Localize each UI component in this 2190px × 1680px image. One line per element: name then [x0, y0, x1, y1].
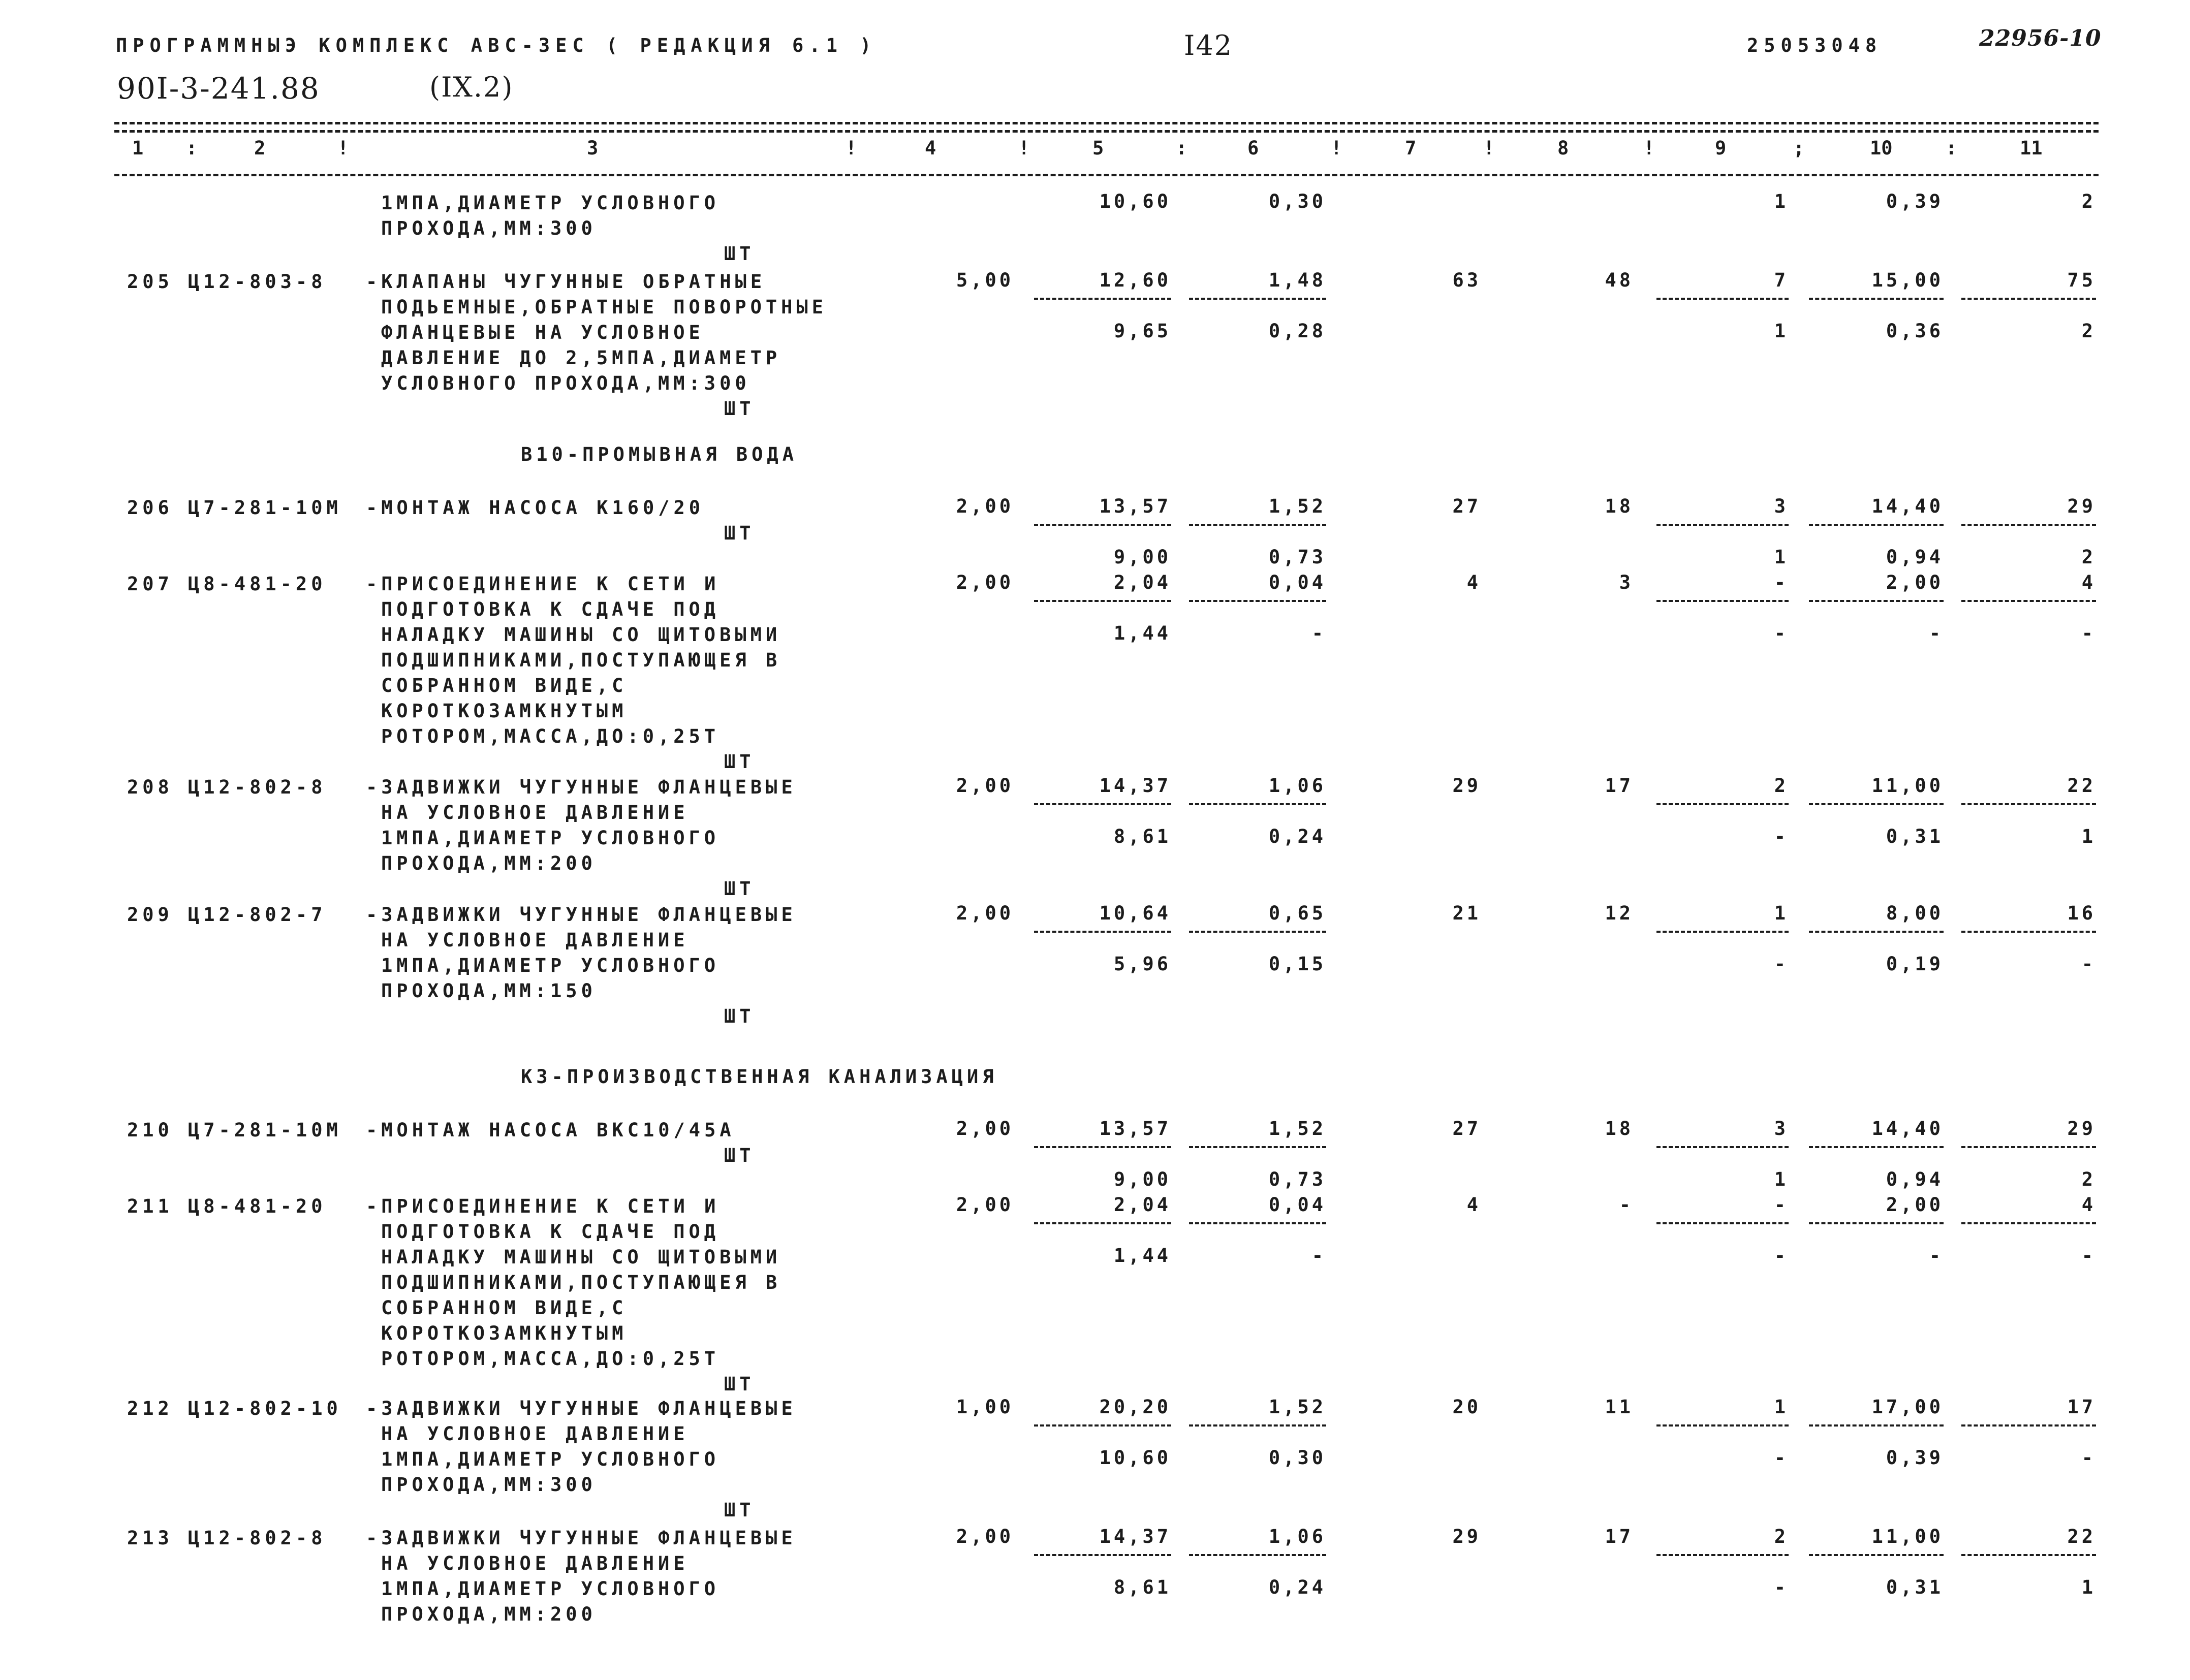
cell-c11: 16	[2067, 902, 2096, 924]
split-rule	[1961, 1554, 2096, 1556]
work-description-line: НА УСЛОВНОЕ ДАВЛЕНИЕ	[381, 1423, 689, 1445]
work-description-line: -МОНТАЖ НАСОСА ВКС10/45А	[366, 1119, 735, 1141]
program-title: ПРОГРАММНЫЭ КОМПЛЕКС АВС-3ЕС ( РЕДАКЦИЯ 6.1 )	[116, 35, 877, 56]
subcell-c6: 0,15	[1268, 953, 1326, 975]
subcell-c9: -	[1774, 1245, 1789, 1266]
subcell-c6: -	[1311, 622, 1326, 644]
item-number: 209	[127, 904, 173, 926]
cell-c6: 1,52	[1268, 1396, 1326, 1418]
cell-c11: 29	[2067, 1118, 2096, 1139]
item-number: 210	[127, 1119, 173, 1141]
cell-c5: 12,60	[1099, 269, 1171, 291]
item-number: 205	[127, 271, 173, 293]
work-description-line: -ПРИСОЕДИНЕНИЕ К СЕТИ И	[366, 1195, 720, 1217]
cell-c11: 4	[2081, 572, 2096, 593]
work-description-line: СОБРАННОМ ВИДЕ,С	[381, 675, 628, 696]
cell-c4: 2,00	[956, 495, 1014, 517]
cell-c8: 17	[1605, 1526, 1634, 1547]
cell-c5: 14,37	[1099, 1526, 1171, 1547]
split-rule	[1189, 1222, 1326, 1224]
section-title: В10-ПРОМЫВНАЯ ВОДА	[521, 443, 798, 465]
subcell-c6: 0,24	[1268, 826, 1326, 847]
subcell-c5: 9,00	[1113, 546, 1171, 568]
subcell-c5: 8,61	[1113, 1576, 1171, 1598]
subcell-c6: 0,73	[1268, 1168, 1326, 1190]
split-rule	[1034, 1554, 1171, 1556]
subcell-c10: 0,31	[1886, 1576, 1944, 1598]
subcell-c11: 1	[2081, 826, 2096, 847]
cell-c4: 5,00	[956, 269, 1014, 291]
split-rule	[1809, 803, 1944, 805]
cell-c10: 11,00	[1871, 1526, 1944, 1547]
item-number: 208	[127, 776, 173, 798]
cell-c5: 2,04	[1113, 572, 1171, 593]
work-description-line: НА УСЛОВНОЕ ДАВЛЕНИЕ	[381, 929, 689, 951]
subcell-c9: 1	[1774, 546, 1789, 568]
subcell-c9: -	[1774, 1576, 1789, 1598]
work-description-line: ПРОХОДА,ММ:150	[381, 980, 597, 1002]
cell-c4: 2,00	[956, 902, 1014, 924]
rate-code: Ц12-802-7	[188, 904, 327, 926]
split-rule	[1961, 298, 2096, 300]
cell-c9: 1	[1774, 1396, 1789, 1418]
work-description-line: НАЛАДКУ МАШИНЫ СО ЩИТОВЫМИ	[381, 1246, 781, 1268]
column-header-10: 10	[1870, 137, 1893, 159]
cell-c8: 18	[1605, 1118, 1634, 1139]
cell-c7: 29	[1452, 1526, 1481, 1547]
cell-c4: 2,00	[956, 1194, 1014, 1216]
work-description-line: СОБРАННОМ ВИДЕ,С	[381, 1297, 628, 1319]
split-rule	[1809, 1424, 1944, 1427]
split-rule	[1034, 600, 1171, 602]
cell-c9: 1	[1774, 902, 1789, 924]
work-description-line: 1МПА,ДИАМЕТР УСЛОВНОГО	[381, 192, 720, 214]
work-description-line: РОТОРОМ,МАССА,ДО:0,25Т	[381, 725, 720, 747]
cell-c7: 20	[1452, 1396, 1481, 1418]
column-header-7: 7	[1405, 137, 1417, 159]
subcell-c11: -	[2081, 1447, 2096, 1469]
cell-c4: 2,00	[956, 572, 1014, 593]
cell-c7: 27	[1452, 495, 1481, 517]
cell-c9: -	[1774, 1194, 1789, 1216]
split-rule	[1034, 524, 1171, 526]
cell-c8: -	[1619, 1194, 1634, 1216]
work-description-line: 1МПА,ДИАМЕТР УСЛОВНОГО	[381, 955, 720, 976]
cell-c11: 4	[2081, 1194, 2096, 1216]
cell-c6: 1,52	[1268, 1118, 1326, 1139]
work-description-line: 1МПА,ДИАМЕТР УСЛОВНОГО	[381, 1448, 720, 1470]
cell-c10: 2,00	[1886, 572, 1944, 593]
work-description-line: -КЛАПАНЫ ЧУГУННЫЕ ОБРАТНЫЕ	[366, 271, 766, 293]
subcell-c11: -	[2081, 622, 2096, 644]
split-rule	[1656, 600, 1789, 602]
column-separator: :	[1946, 137, 1957, 159]
cell-c5: 14,37	[1099, 775, 1171, 797]
work-description-line: НА УСЛОВНОЕ ДАВЛЕНИЕ	[381, 1552, 689, 1574]
split-rule	[1809, 1554, 1944, 1556]
subcell-c9: 1	[1774, 1168, 1789, 1190]
work-description-line: УСЛОВНОГО ПРОХОДА,ММ:300	[381, 372, 750, 394]
document-code: 25053048	[1747, 35, 1883, 56]
split-rule	[1961, 1146, 2096, 1148]
unit-label: ШТ	[724, 1499, 755, 1521]
split-rule	[1034, 931, 1171, 933]
cell-c4: 2,00	[956, 1118, 1014, 1139]
subcell-c5: 8,61	[1113, 826, 1171, 847]
work-description-line: -ПРИСОЕДИНЕНИЕ К СЕТИ И	[366, 573, 720, 595]
split-rule	[1809, 931, 1944, 933]
cell-c7: 4	[1466, 1194, 1481, 1216]
column-header-6: 6	[1247, 137, 1259, 159]
cell-c6: 0,04	[1268, 1194, 1326, 1216]
unit-label: ШТ	[724, 1005, 755, 1027]
column-header-3: 3	[587, 137, 599, 159]
subcell-c6: -	[1311, 1245, 1326, 1266]
cell-c9: 7	[1774, 269, 1789, 291]
subcell-c5: 1,44	[1113, 622, 1171, 644]
unit-label: ШТ	[724, 1145, 755, 1166]
work-description-line: ПОДГОТОВКА К СДАЧЕ ПОД	[381, 598, 720, 620]
subcell-c5: 9,65	[1113, 320, 1171, 342]
cell-c9: 3	[1774, 495, 1789, 517]
cell-c6: 0,04	[1268, 572, 1326, 593]
work-description-line: ПРОХОДА,ММ:300	[381, 217, 597, 239]
unit-label: ШТ	[724, 878, 755, 900]
work-description-line: ПОДЬЕМНЫЕ,ОБРАТНЫЕ ПОВОРОТНЫЕ	[381, 296, 828, 318]
cell-c6: 1,06	[1268, 775, 1326, 797]
column-header-2: 2	[254, 137, 266, 159]
cell-c6: 1,52	[1268, 495, 1326, 517]
cell-c5: 20,20	[1099, 1396, 1171, 1418]
cell-c6: 0,65	[1268, 902, 1326, 924]
cell-c11: 75	[2067, 269, 2096, 291]
split-rule	[1656, 803, 1789, 805]
column-separator: !	[337, 137, 349, 159]
work-description-line: НА УСЛОВНОЕ ДАВЛЕНИЕ	[381, 802, 689, 823]
split-rule	[1189, 1424, 1326, 1427]
work-description-line: -ЗАДВИЖКИ ЧУГУННЫЕ ФЛАНЦЕВЫЕ	[366, 1527, 797, 1549]
split-rule	[1034, 1222, 1171, 1224]
rate-code: Ц7-281-10М	[188, 1119, 342, 1141]
work-description-line: ПОДШИПНИКАМИ,ПОСТУПАЮЩЕЯ В	[381, 1272, 781, 1293]
unit-label: ШТ	[724, 243, 755, 265]
cell-c8: 12	[1605, 902, 1634, 924]
column-header-9: 9	[1715, 137, 1727, 159]
column-separator: !	[1643, 137, 1655, 159]
subcell-c9: -	[1774, 953, 1789, 975]
split-rule	[1189, 1554, 1326, 1556]
rate-code: Ц12-803-8	[188, 271, 327, 293]
cell-c9: -	[1774, 572, 1789, 593]
stamp-number: 22956-10	[1979, 25, 2102, 51]
split-rule	[1189, 600, 1326, 602]
section-title: К3-ПРОИЗВОДСТВЕННАЯ КАНАЛИЗАЦИЯ	[521, 1066, 998, 1088]
work-description-line: ДАВЛЕНИЕ ДО 2,5МПА,ДИАМЕТР	[381, 347, 781, 369]
cell-c10: 14,40	[1871, 1118, 1944, 1139]
cell-c11: 22	[2067, 775, 2096, 797]
subcell-c5: 9,00	[1113, 1168, 1171, 1190]
split-rule	[1961, 1222, 2096, 1224]
cell-c10: 15,00	[1871, 269, 1944, 291]
column-header-1: 1	[132, 137, 144, 159]
subcell-c10: 0,19	[1886, 953, 1944, 975]
subcell-c10: 0,94	[1886, 546, 1944, 568]
cell-c9: 2	[1774, 1526, 1789, 1547]
column-header-5: 5	[1092, 137, 1104, 159]
page-number: I42	[1184, 29, 1233, 61]
work-description-line: -ЗАДВИЖКИ ЧУГУННЫЕ ФЛАНЦЕВЫЕ	[366, 1398, 797, 1419]
cell-c11: 22	[2067, 1526, 2096, 1547]
cell-c10: 8,00	[1886, 902, 1944, 924]
split-rule	[1961, 803, 2096, 805]
rate-code: Ц12-802-8	[188, 776, 327, 798]
split-rule	[1656, 1424, 1789, 1427]
subcell-c11: 2	[2081, 546, 2096, 568]
cell-c4: 2,00	[956, 775, 1014, 797]
unit-label: ШТ	[724, 398, 755, 420]
subcell-c11: 2	[2081, 320, 2096, 342]
column-separator: !	[846, 137, 857, 159]
unit-label: ШТ	[724, 522, 755, 544]
work-description-line: ПОДГОТОВКА К СДАЧЕ ПОД	[381, 1221, 720, 1243]
split-rule	[1961, 931, 2096, 933]
subcell-c9: -	[1774, 826, 1789, 847]
split-rule	[1961, 600, 2096, 602]
subcell-c10: 0,36	[1886, 320, 1944, 342]
rate-code: Ц7-281-10М	[188, 497, 342, 519]
cell-c7: 27	[1452, 1118, 1481, 1139]
cell-c7: 29	[1452, 775, 1481, 797]
item-number: 211	[127, 1195, 173, 1217]
cell-c8: 17	[1605, 775, 1634, 797]
cell-c11: 29	[2067, 495, 2096, 517]
work-description-line: КОРОТКОЗАМКНУТЫМ	[381, 1322, 628, 1344]
work-description-line: ПРОХОДА,ММ:200	[381, 852, 597, 874]
split-rule	[1034, 298, 1171, 300]
cell-c5: 13,57	[1099, 495, 1171, 517]
split-rule	[1656, 298, 1789, 300]
cell-c5: 10,64	[1099, 902, 1171, 924]
item-number: 206	[127, 497, 173, 519]
subcell-c11: 1	[2081, 1576, 2096, 1598]
cell-c8: 18	[1605, 495, 1634, 517]
cell-c11: 17	[2067, 1396, 2096, 1418]
column-separator: !	[1483, 137, 1495, 159]
work-description-line: ФЛАНЦЕВЫЕ НА УСЛОВНОЕ	[381, 322, 704, 343]
subcell-c10: 0,31	[1886, 826, 1944, 847]
split-rule	[1189, 931, 1326, 933]
split-rule	[1656, 1222, 1789, 1224]
subcell-c5: 10,60	[1099, 1447, 1171, 1469]
column-separator: :	[1176, 137, 1187, 159]
item-number: 212	[127, 1398, 173, 1419]
split-rule	[1189, 1146, 1326, 1148]
split-rule	[1034, 803, 1171, 805]
subcell-c9: -	[1774, 622, 1789, 644]
split-rule	[1034, 1146, 1171, 1148]
subcell-c10: -	[1929, 622, 1944, 644]
subcell-c6: 0,30	[1268, 1447, 1326, 1469]
split-rule	[1034, 1424, 1171, 1427]
split-rule	[1809, 1146, 1944, 1148]
column-separator: :	[186, 137, 198, 159]
subcell-c6: 0,73	[1268, 546, 1326, 568]
section-code: (IX.2)	[429, 71, 514, 103]
rate-code: Ц8-481-20	[188, 1195, 327, 1217]
column-separator: !	[1331, 137, 1342, 159]
work-description-line: -МОНТАЖ НАСОСА К160/20	[366, 497, 705, 519]
split-rule	[1656, 931, 1789, 933]
cell-c8: 48	[1605, 269, 1634, 291]
cell-c10: 14,40	[1871, 495, 1944, 517]
cell-c6: 1,48	[1268, 269, 1326, 291]
subcell-c10: 0,39	[1886, 1447, 1944, 1469]
cell-c11: 2	[2081, 191, 2096, 212]
subcell-c11: -	[2081, 953, 2096, 975]
subcell-c9: 1	[1774, 320, 1789, 342]
subcell-c6: 0,24	[1268, 1576, 1326, 1598]
cell-c4: 2,00	[956, 1526, 1014, 1547]
work-description-line: ПОДШИПНИКАМИ,ПОСТУПАЮЩЕЯ В	[381, 649, 781, 671]
split-rule	[1961, 1424, 2096, 1427]
item-number: 207	[127, 573, 173, 595]
cell-c10: 17,00	[1871, 1396, 1944, 1418]
cell-c10: 11,00	[1871, 775, 1944, 797]
cell-c4: 1,00	[956, 1396, 1014, 1418]
work-description-line: 1МПА,ДИАМЕТР УСЛОВНОГО	[381, 1578, 720, 1600]
cell-c7: 4	[1466, 572, 1481, 593]
cell-c6: 0,30	[1268, 191, 1326, 212]
split-rule	[1809, 298, 1944, 300]
rate-code: Ц8-481-20	[188, 573, 327, 595]
rate-code: Ц12-802-8	[188, 1527, 327, 1549]
subcell-c6: 0,28	[1268, 320, 1326, 342]
column-header-4: 4	[925, 137, 936, 159]
split-rule	[1189, 298, 1326, 300]
cell-c7: 21	[1452, 902, 1481, 924]
work-description-line: ПРОХОДА,ММ:200	[381, 1603, 597, 1625]
split-rule	[1656, 1146, 1789, 1148]
column-header-11: 11	[2020, 137, 2043, 159]
rate-code: Ц12-802-10	[188, 1398, 342, 1419]
split-rule	[1809, 1222, 1944, 1224]
work-description-line: НАЛАДКУ МАШИНЫ СО ЩИТОВЫМИ	[381, 624, 781, 646]
work-description-line: КОРОТКОЗАМКНУТЫМ	[381, 700, 628, 722]
split-rule	[1656, 524, 1789, 526]
column-separator: !	[1018, 137, 1030, 159]
cell-c5: 2,04	[1113, 1194, 1171, 1216]
column-header-8: 8	[1557, 137, 1569, 159]
unit-label: ШТ	[724, 1373, 755, 1395]
subcell-c11: -	[2081, 1245, 2096, 1266]
subcell-c5: 5,96	[1113, 953, 1171, 975]
split-rule	[1189, 803, 1326, 805]
work-description-line: ПРОХОДА,ММ:300	[381, 1474, 597, 1496]
project-code: 90I-3-241.88	[117, 71, 320, 106]
work-description-line: РОТОРОМ,МАССА,ДО:0,25Т	[381, 1348, 720, 1370]
split-rule	[1809, 524, 1944, 526]
subcell-c9: -	[1774, 1447, 1789, 1469]
subcell-c5: 1,44	[1113, 1245, 1171, 1266]
cell-c5: 13,57	[1099, 1118, 1171, 1139]
cell-c9: 1	[1774, 191, 1789, 212]
cell-c9: 2	[1774, 775, 1789, 797]
cell-c8: 3	[1619, 572, 1634, 593]
column-separator: ;	[1793, 137, 1805, 159]
subcell-c10: -	[1929, 1245, 1944, 1266]
cell-c8: 11	[1605, 1396, 1634, 1418]
cell-c5: 10,60	[1099, 191, 1171, 212]
cell-c10: 0,39	[1886, 191, 1944, 212]
split-rule	[1656, 1554, 1789, 1556]
split-rule	[1961, 524, 2096, 526]
subcell-c10: 0,94	[1886, 1168, 1944, 1190]
cell-c7: 63	[1452, 269, 1481, 291]
cell-c6: 1,06	[1268, 1526, 1326, 1547]
subcell-c11: 2	[2081, 1168, 2096, 1190]
split-rule	[1809, 600, 1944, 602]
cell-c9: 3	[1774, 1118, 1789, 1139]
work-description-line: -ЗАДВИЖКИ ЧУГУННЫЕ ФЛАНЦЕВЫЕ	[366, 904, 797, 926]
work-description-line: 1МПА,ДИАМЕТР УСЛОВНОГО	[381, 827, 720, 849]
split-rule	[1189, 524, 1326, 526]
item-number: 213	[127, 1527, 173, 1549]
cell-c10: 2,00	[1886, 1194, 1944, 1216]
work-description-line: -ЗАДВИЖКИ ЧУГУННЫЕ ФЛАНЦЕВЫЕ	[366, 776, 797, 798]
unit-label: ШТ	[724, 751, 755, 773]
